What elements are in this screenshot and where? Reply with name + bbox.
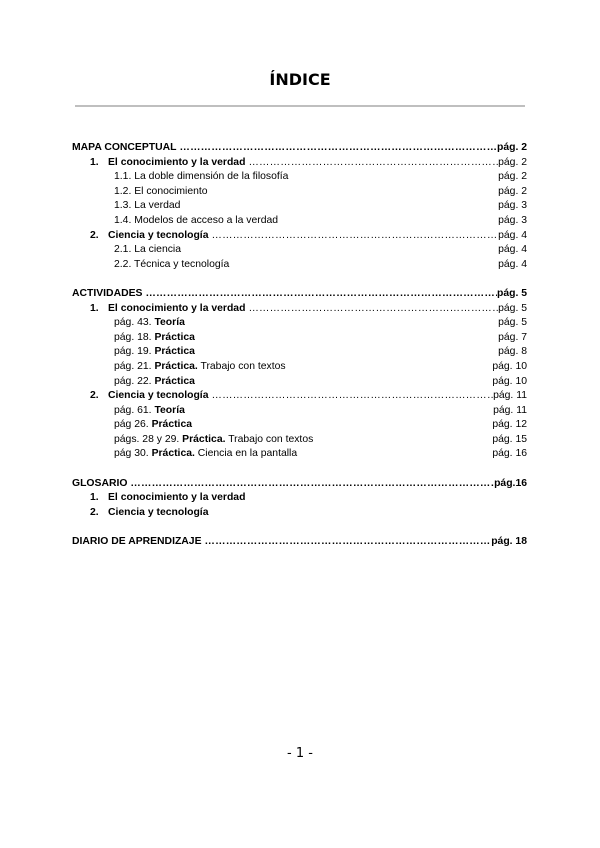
- toc-subitem[interactable]: 1.2. El conocimiento pág. 2: [114, 185, 527, 197]
- toc-subitem[interactable]: 1.4. Modelos de acceso a la verdad pág. 3: [114, 214, 527, 226]
- toc-subitem[interactable]: 2.1. La ciencia pág. 4: [114, 244, 527, 256]
- toc-subitem[interactable]: pág. 22. Práctica pág. 10: [114, 375, 527, 387]
- page-title: ÍNDICE: [269, 70, 331, 89]
- toc-subitem[interactable]: pág 30. Práctica. Ciencia en la pantalla pág. 16: [114, 448, 527, 460]
- toc-subitem[interactable]: pág. 61. Teoría pág. 11: [114, 404, 527, 416]
- page-number: - 1 -: [287, 746, 313, 761]
- toc-section-actividades[interactable]: ACTIVIDADES ………………………………………………………………………………………………………………………………………………………………… pág. 5: [72, 287, 527, 302]
- toc-subitem[interactable]: pág 26. Práctica pág. 12: [114, 419, 527, 431]
- toc-item[interactable]: 2. Ciencia y tecnología: [90, 506, 209, 518]
- toc-section-mapa[interactable]: MAPA CONCEPTUAL ………………………………………………………………………………………………………………………………………………………………… pág. 2: [72, 141, 527, 156]
- toc-item[interactable]: 1. El conocimiento y la verdad: [90, 492, 246, 504]
- toc-section-diario[interactable]: DIARIO DE APRENDIZAJE ………………………………………………………………………………………………………………………………………………………………… pág. 18: [72, 535, 527, 550]
- toc-item[interactable]: 1. El conocimiento y la verdad ………………………………………………………………………………………………………………………………………………………………… pág. 5: [72, 302, 527, 317]
- toc-subitem[interactable]: pág. 43. Teoría pág. 5: [114, 317, 527, 329]
- toc-subitem[interactable]: pág. 19. Práctica pág. 8: [114, 346, 527, 358]
- toc-item[interactable]: 2. Ciencia y tecnología ………………………………………………………………………………………………………………………………………………………………… pág. 4: [72, 229, 527, 244]
- toc-subitem[interactable]: 2.2. Técnica y tecnología pág. 4: [114, 258, 527, 270]
- toc-item[interactable]: 1. El conocimiento y la verdad ………………………………………………………………………………………………………………………………………………………………… pág. 2: [72, 156, 527, 171]
- toc-subitem[interactable]: pág. 21. Práctica. Trabajo con textos pág. 10: [114, 360, 527, 372]
- toc-subitem[interactable]: 1.1. La doble dimensión de la filosofía pág. 2: [114, 171, 527, 183]
- toc-subitem[interactable]: págs. 28 y 29. Práctica. Trabajo con textos pág. 15: [114, 433, 527, 445]
- toc-item[interactable]: 2. Ciencia y tecnología ………………………………………………………………………………………………………………………………………………………………… pág. 11: [72, 389, 527, 404]
- toc-section-glosario[interactable]: GLOSARIO ………………………………………………………………………………………………………………………………………………………………… pág.16: [72, 477, 527, 492]
- toc-subitem[interactable]: 1.3. La verdad pág. 3: [114, 200, 527, 212]
- table-of-contents: [72, 141, 527, 550]
- toc-subitem[interactable]: pág. 18. Práctica pág. 7: [114, 331, 527, 343]
- title-underline: [75, 105, 525, 107]
